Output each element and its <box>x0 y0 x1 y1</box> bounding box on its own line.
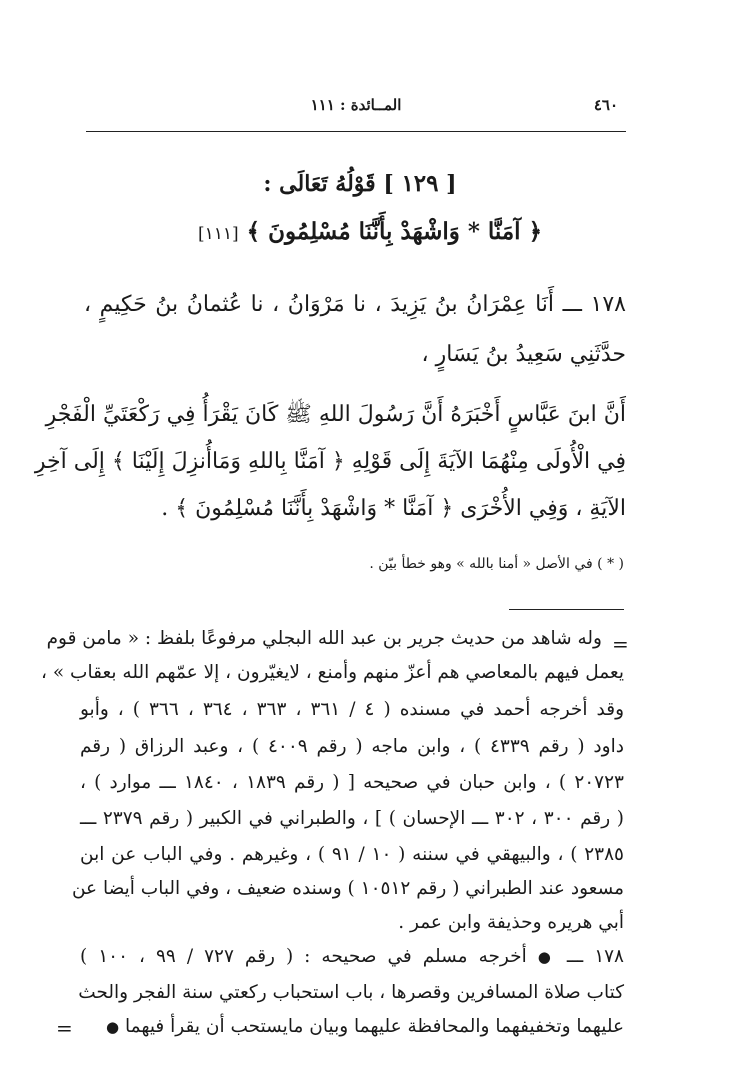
continuation-mark: = <box>612 632 629 656</box>
takhrij-line: داود ( رقم ٤٣٣٩ ) ، وابن ماجه ( رقم ٤٠٠٩ ) ، وعبد الرزاق ( رقم <box>80 736 624 757</box>
takhrij-line: مسعود عند الطبراني ( رقم ١٠٥١٢ ) وسنده ضعيف ، وفي الباب أيضا عن <box>71 878 624 899</box>
header-rule <box>86 131 626 132</box>
takhrij-line: ( رقم ٣٠٠ ، ٣٠٢ ـــ الإحسان ) ] ، والطبراني في الكبير ( رقم ٢٣٧٩ ـــ <box>80 808 624 829</box>
takhrij-line: كتاب صلاة المسافرين وقصرها ، باب استحباب ركعتي سنة الفجر والحث <box>78 982 624 1003</box>
takhrij-line: ٢٠٧٢٣ ) ، وابن حبان في صحيحه [ ( رقم ١٨٣٩ ، ١٨٤٠ ـــ موارد ) ، <box>80 772 624 793</box>
takhrij-178-text: أخرجه مسلم في صحيحه : ( رقم ٧٢٧ / ٩٩ ، ١٠٠ ) <box>80 946 527 967</box>
hadith-line: ١٧٨ ـــ أَنَا عِمْرَانُ بنُ يَزِيدَ ، نا مَرْوَانُ ، نا عُثمانُ بنُ حَكِيمٍ ، <box>84 292 626 317</box>
takhrij-178-line <box>80 946 624 967</box>
running-title: المــائدة : ١١١ <box>310 96 402 114</box>
hadith-line: فِي الْأُولَى مِنْهُمَا الآيَةَ إِلَى قَوْلِهِ ﴿ آمَنَّا بِاللهِ وَمَاأُنزِلَ إِلَيْنَا ﴾ إِلَى آخِرِ <box>34 449 626 474</box>
ayah-line <box>150 218 590 245</box>
bullet-icon: ● <box>537 948 556 966</box>
hadith-line: حدَّثَنِي سَعِيدُ بنُ يَسَارٍ ، <box>421 342 626 367</box>
page-number: ٤٦٠ <box>593 96 618 114</box>
heading-text: ] قَوْلُهُ تَعَالَى : <box>263 171 394 197</box>
takhrij-line: يعمل فيهم بالمعاصي هم أعزّ منهم وأمنع ، لايغيّرون ، إلا عمّهم الله بعقاب » ، <box>41 662 624 683</box>
footnote: ( * ) في الأصل « أمنا بالله » وهو خطأ بيّن . <box>369 556 624 572</box>
continuation-mark: = <box>56 1016 73 1040</box>
chapter-heading <box>130 170 590 197</box>
takhrij-line: وقد أخرجه أحمد في مسنده ( ٤ / ٣٦١ ، ٣٦٣ ، ٣٦٤ ، ٣٦٦ ) ، وأبو <box>80 699 625 720</box>
ayah-text: ﴿ آمَنَّا * وَاشْهَدْ بِأَنَّنَا مُسْلِمُونَ ﴾ <box>246 218 543 245</box>
heading-number: ١٢٩ <box>401 170 439 197</box>
takhrij-178-line <box>106 1016 624 1037</box>
ayah-reference: [١١١] <box>197 224 239 244</box>
hadith-line: أَنَّ ابنَ عَبَّاسٍ أَخْبَرَهُ أَنَّ رَسُولَ اللهِ ﷺ كَانَ يَقْرَأُ فِي رَكْعَتَيِّ الْفَجْرِ <box>45 402 626 427</box>
footnote-rule <box>509 609 624 610</box>
heading-bracket: [ <box>446 171 457 197</box>
takhrij-line: وله شاهد من حديث جرير بن عبد الله البجلي مرفوعًا بلفظ : « مامن قوم <box>46 628 602 649</box>
page-header <box>86 92 626 122</box>
takhrij-line: أبي هريره وحذيفة وابن عمر . <box>398 912 624 933</box>
takhrij-178-number: ١٧٨ ـــ <box>566 946 624 967</box>
hadith-line: الآيَةِ ، وَفِي الأُخْرَى ﴿ آمَنَّا * وَاشْهَدْ بِأَنَّنَا مُسْلِمُونَ ﴾ . <box>161 496 626 521</box>
bullet-icon: ● <box>106 1018 120 1036</box>
takhrij-line: ٢٣٨٥ ) ، والبيهقي في سننه ( ١٠ / ٩١ ) ، وغيرهم . وفي الباب عن ابن <box>80 844 624 865</box>
takhrij-178-text: عليهما وتخفيفهما والمحافظة عليهما وبيان مايستحب أن يقرأ فيهما <box>124 1016 624 1037</box>
